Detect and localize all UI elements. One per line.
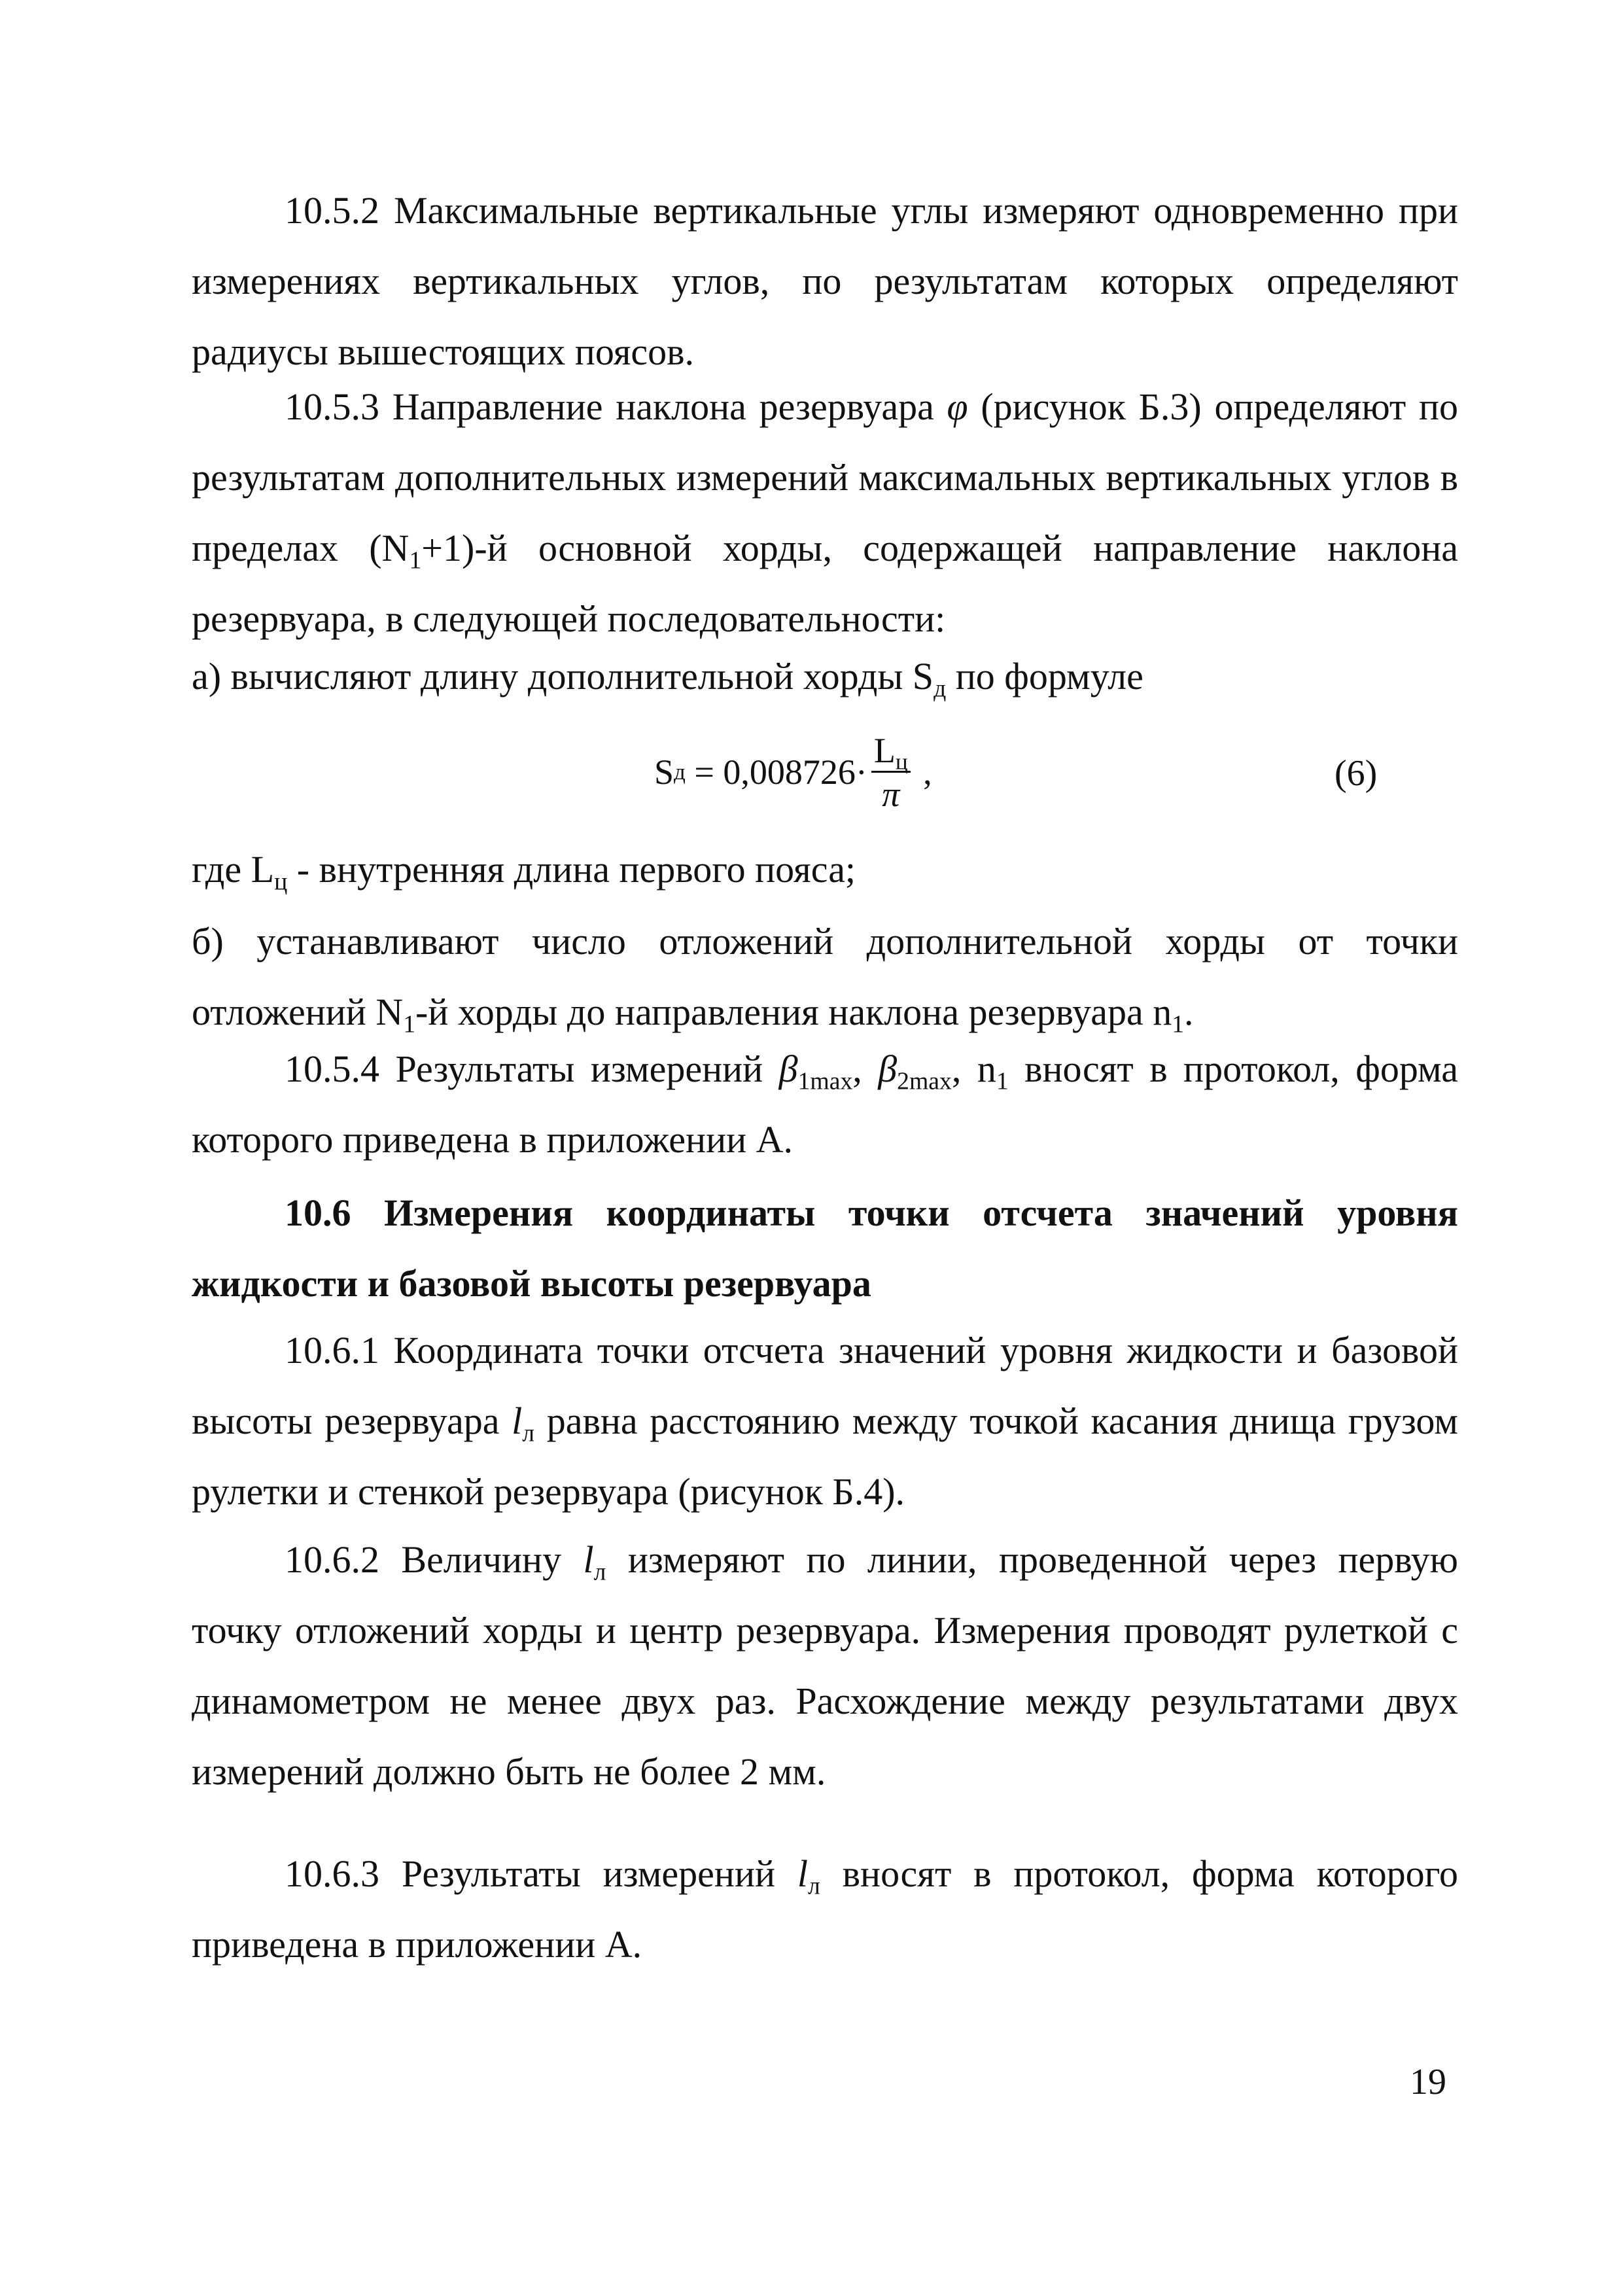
paragraph-10-6-2: 10.6.2 Величину $l_л$ измеряют по линии, проведенной через первую точку отложений хорды и центр резервуара. Измерения проводят рулеткой с динамометром не менее двух раз. Расхождение между результатами двух измерений должно быть не более 2 мм. (192, 1538, 1458, 1793)
paragraph-10-5-3: 10.5.3 Направление наклона резервуара φ (рисунок Б.3) определяют по результатам дополнительных измерений максимальных вертикальных углов в пределах $(N_1+1)-й$ основной хорды, содержащей направление наклона резервуара, в следующей последовательности: (192, 385, 1458, 640)
formula-6: S д = 0,008726· $\frac{L_ц}{\pi}$ , (654, 730, 932, 814)
paragraph-10-6-3: 10.6.3 Результаты измерений $l_л$ вносят в протокол, форма которого приведена в приложении А. (192, 1852, 1458, 1966)
fraction-numerator: $L_ц$ (871, 733, 911, 773)
phi-symbol: φ (947, 385, 968, 428)
paragraph-item-b: б) устанавливают число отложений дополнительной хорды от точки отложений $N_1-й$ хорды до направления наклона резервуара $n_1$. (192, 920, 1458, 1038)
paragraph-item-a: а) вычисляют длину дополнительной хорды $S_д$ по формуле (192, 655, 1143, 703)
page-number: 19 (1410, 2062, 1446, 2102)
paragraph-10-5-2: 10.5.2 Максимальные вертикальные углы измеряют одновременно при измерениях вертикальных углов, по результатам которых определяют радиусы вышестоящих поясов. (192, 189, 1458, 373)
formula-fraction (871, 730, 911, 814)
equation-number: (6) (1335, 753, 1378, 794)
paragraph-10-6-1: 10.6.1 Координата точки отсчета значений уровня жидкости и базовой высоты резервуара $l_л$ равна расстоянию между точкой касания днища грузом рулетки и стенкой резервуара (рисунок Б.4). (192, 1329, 1458, 1513)
section-heading-10-6: 10.6 Измерения координаты точки отсчета значений уровня жидкости и базовой высоты резервуара (192, 1192, 1458, 1305)
paragraph-where: где $L_ц$ - внутренняя длина первого пояса; (192, 848, 856, 896)
fraction-denominator: π (882, 774, 900, 814)
paragraph-10-5-4: 10.5.4 Результаты измерений $\beta_{1max}$, $\beta_{2max}$, $n_1$ вносят в протокол, форма которого приведена в приложении А. (192, 1048, 1459, 1161)
